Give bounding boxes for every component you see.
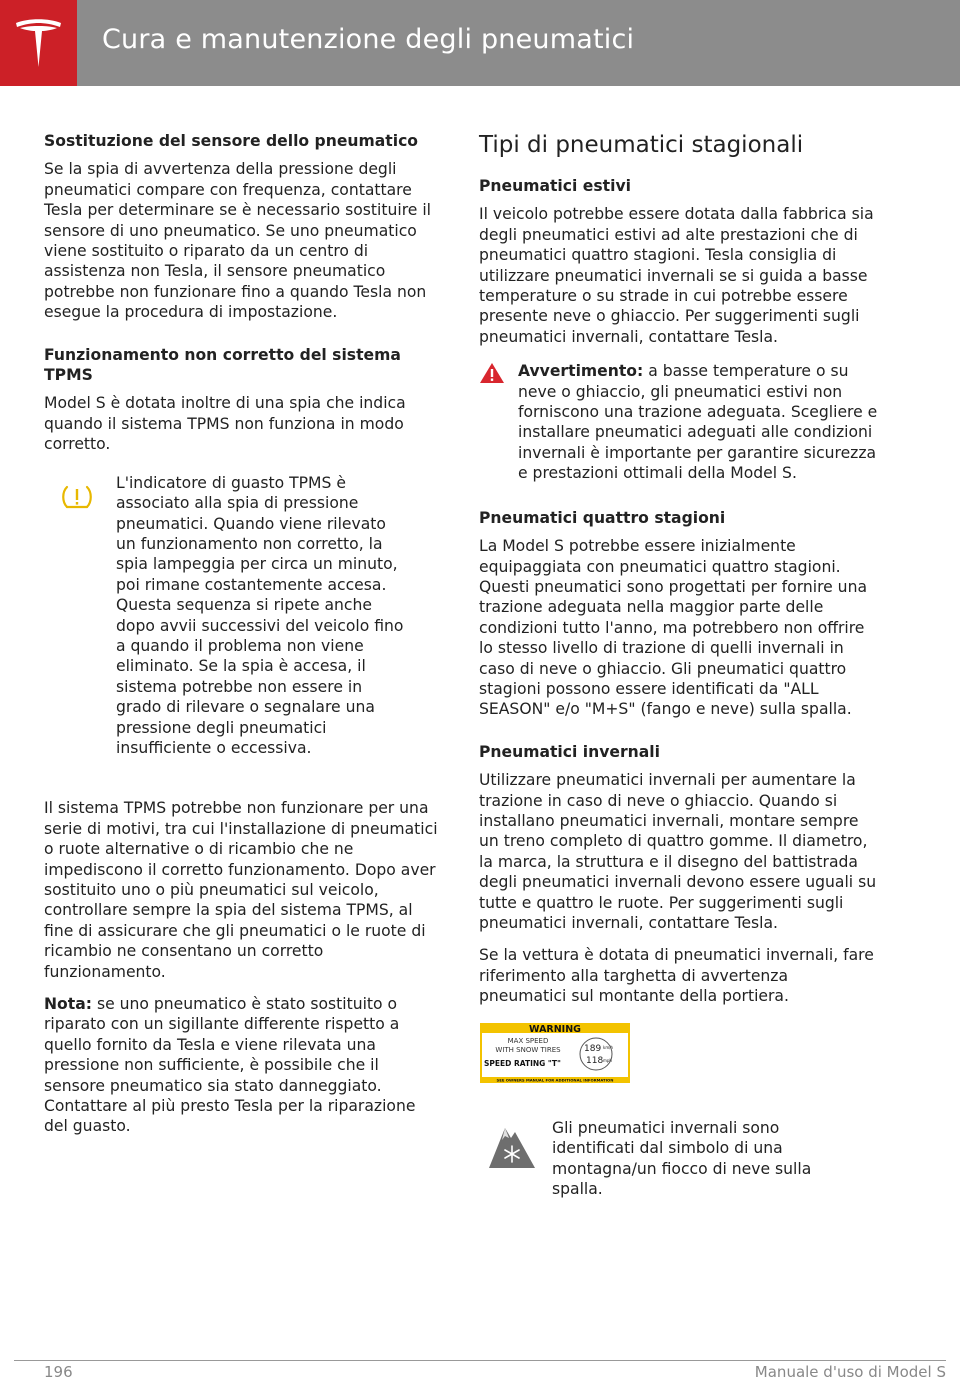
page-title: Cura e manutenzione degli pneumatici [102,24,635,55]
plate-rating: SPEED RATING "T" [484,1058,561,1068]
note [44,994,440,1137]
paragraph: Se la vettura è dotata di pneumatici invernali, fare riferimento alla targhetta di avvertenza pneumatici sul montante della portiera. [479,946,874,1006]
section-heading: Pneumatici invernali [479,742,660,761]
left-column [44,131,440,1149]
callout-text: L'indicatore di guasto TPMS è associato alla spia di pressione pneumatici. Quando viene rilevato un funzionamento non corretto, la spia lampeggia per circa un minuto, poi rimane costantemente accesa. Questa sequenza si ripete anche dopo avvii successivi del veicolo fino a quando il problema non viene eliminato. Se la spia è accesa, il sistema potrebbe non essere in grado di rilevare o segnalare una pressione degli pneumatici insufficiente o eccessiva. [116,473,404,757]
paragraph: Il veicolo potrebbe essere dotata dalla fabbrica sia degli pneumatici estivi ad alte prestazioni che di pneumatici quattro stagioni. Tesla consiglia di utilizzare pneumatici invernali se si guida a basse temperature o su strade in cui potrebbe essere presente neve o ghiaccio. Per suggerimenti sugli pneumatici invernali, contattare Tesla. [479,205,874,346]
paragraph: Model S è dotata inoltre di una spia che indica quando il sistema TPMS non funziona in modo corretto. [44,394,406,454]
warning-text: a basse temperature o su neve o ghiaccio, gli pneumatici estivi non forniscono una trazione adeguata. Scegliere e installare pneumatici adeguati alle condizioni invernali è importante per garantire sicurezza e prestazioni ottimali della Model S. [518,362,878,483]
section-heading: Pneumatici quattro stagioni [479,508,726,527]
note-text: se uno pneumatico è stato sostituito o riparato con un sigillante differente rispetto a quello fornito da Tesla e viene rilevata una pressione non sufficiente, è possibile che il sensore pneumatico sia stato danneggiato. Contattare al più presto Tesla per la riparazione del guasto. [44,995,416,1136]
section-heading: Pneumatici estivi [479,177,631,195]
warning-label: Avvertimento: [518,362,644,381]
paragraph: Utilizzare pneumatici invernali per aumentare la trazione in caso di neve o ghiaccio. Quando si installano pneumatici invernali, montare sempre un treno completo di quattro gomme. Il diametro, la marca, la struttura e il disegno del battistrada degli pneumatici invernali devono essere uguali su tutte e quattro le ruote. Per suggerimenti sugli pneumatici invernali, contattare Tesla. [479,771,877,932]
snow-callout [479,1118,879,1200]
section-heading: Sostituzione del sensore dello pneumatico [44,132,419,150]
plate-kmh: 189 [584,1043,602,1054]
plate-kmh-unit: km/h [603,1044,614,1050]
plate-mph-unit: mph [603,1057,612,1063]
snow-tire-warning-plate [480,1023,879,1088]
callout-text: Gli pneumatici invernali sono identificati dal simbolo di una montagna/un fiocco di neve sulla spalla. [552,1119,812,1199]
plate-warning: WARNING [529,1023,581,1035]
warning-triangle-icon [479,361,518,389]
page-number: 196 [44,1363,73,1381]
note-label: Nota: [44,995,92,1014]
tesla-t-icon [14,19,63,69]
warning-callout [479,361,879,483]
paragraph: Se la spia di avvertenza della pressione degli pneumatici compare con frequenza, contattare Tesla per determinare se è necessario sostituire il sensore di uno pneumatico. Se uno pneumatico viene sostituito o riparato da un centro di assistenza non Tesla, il sensore pneumatico potrebbe non funzionare fino a quando Tesla non esegue la procedura di impostazione. [44,160,431,322]
plate-mph: 118 [586,1055,604,1066]
callout-text [518,361,879,483]
plate-line2: WITH SNOW TIRES [495,1045,561,1054]
paragraph: La Model S potrebbe essere inizialmente equipaggiata con pneumatici quattro stagioni. Questi pneumatici sono progettati per fornire una trazione adeguata nella maggior parte delle condizioni tutto l'anno, ma potrebbero non offrire lo stesso livello di trazione di quelli invernali in caso di neve o ghiaccio. Gli pneumatici quattro stagioni possono essere identificati da "ALL SEASON" e/o "M+S" (fango e neve) sulla spalla. [479,537,868,719]
mountain-snowflake-icon [479,1118,552,1175]
tpms-warning-icon [44,473,116,518]
section-heading: Funzionamento non corretto del sistema TPMS [44,345,401,385]
tesla-logo [0,0,77,86]
footer-divider [14,1360,946,1361]
plate-line1: MAX SPEED [507,1036,549,1045]
paragraph: Il sistema TPMS potrebbe non funzionare per una serie di motivi, tra cui l'installazione di pneumatici o ruote alternative o di ricambio che ne impediscono il corretto funzionamento. Dopo aver sostituito uno o più pneumatici sul veicolo, controllare sempre la spia del sistema TPMS, al fine di assicurare che gli pneumatici o le ruote di ricambio ne consentano un corretto funzionamento. [44,799,438,981]
plate-footer: SEE OWNERS MANUAL FOR ADDITIONAL INFORMATION [496,1077,614,1083]
page-header [0,0,960,86]
right-column [479,131,879,1220]
footer-manual-title: Manuale d'uso di Model S [754,1363,946,1381]
tpms-callout [44,473,440,759]
section-title: Tipi di pneumatici stagionali [479,132,804,158]
